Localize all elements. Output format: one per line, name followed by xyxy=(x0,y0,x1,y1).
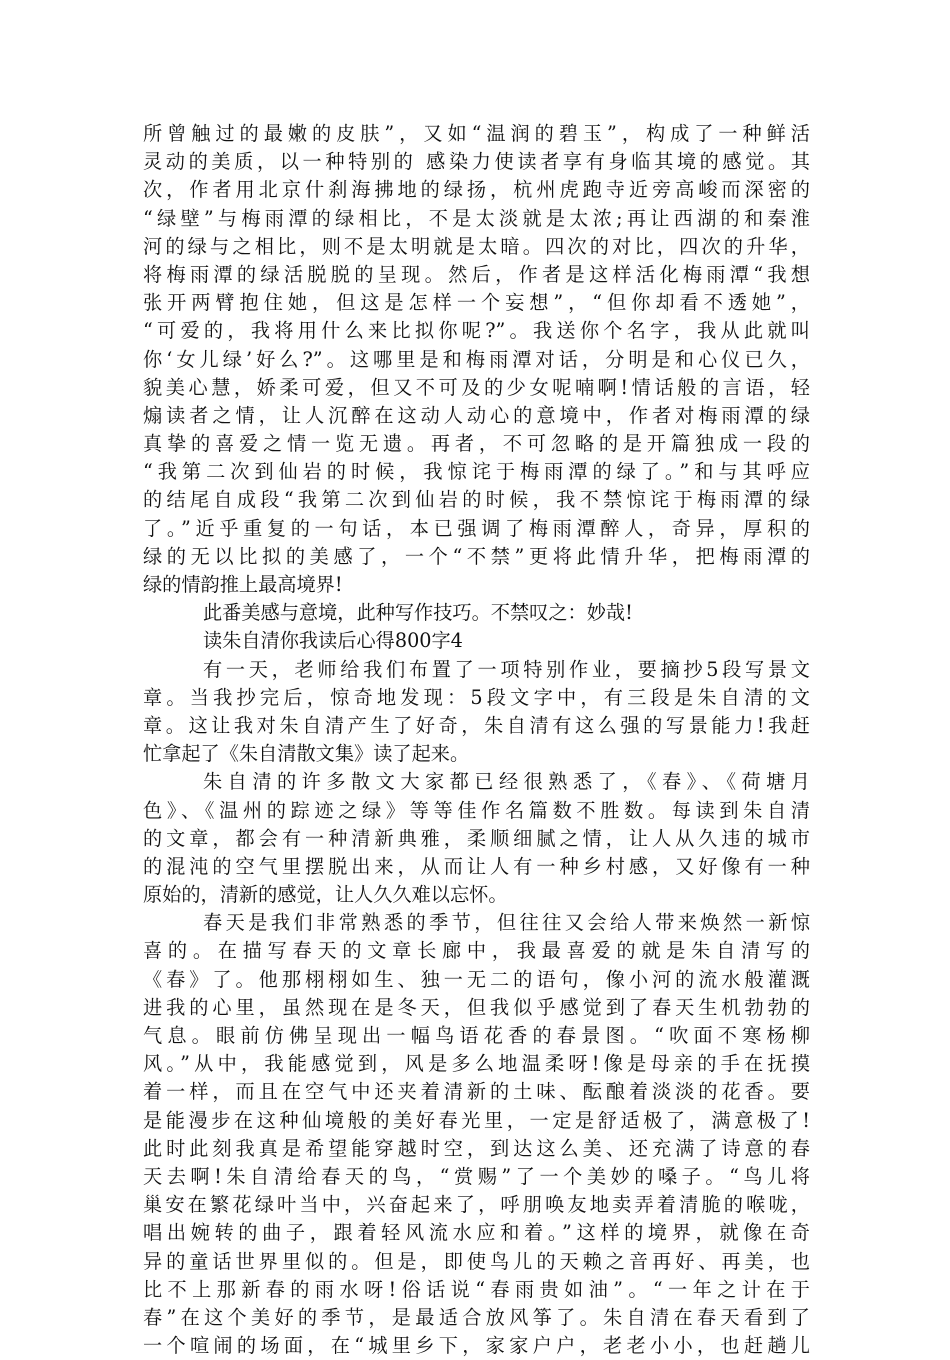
text-line: “绿壁”与梅雨潭的绿相比，不是太淡就是太浓;再让西湖的和秦淮 xyxy=(143,206,810,230)
document-page xyxy=(143,120,810,1360)
paragraph-line: 春天是我们非常熟悉的季节，但往往又会给人带来焕然一新惊 xyxy=(203,911,810,935)
text-line: 异的童话世界里似的。但是，即使鸟儿的天赖之音再好、再美，也 xyxy=(143,1249,810,1273)
paragraph-line: 此番美感与意境，此种写作技巧。不禁叹之：妙哉! xyxy=(203,601,633,625)
text-line: 张开两臂抱住她，但这是怎样一个妄想”，“但你却看不透她”， xyxy=(143,291,810,315)
text-line: 《春》了。他那栩栩如生、独一无二的语句，像小河的流水般灌溉 xyxy=(143,967,810,991)
text-line: 巢安在繁花绿叶当中，兴奋起来了，呼朋唤友地卖弄着清脆的喉咙， xyxy=(143,1193,810,1217)
text-line: “可爱的，我将用什么来比拟你呢?”。我送你个名字，我从此就叫 xyxy=(143,319,810,343)
text-line: 河的绿与之相比，则不是太明就是太暗。四次的对比，四次的升华， xyxy=(143,234,810,258)
text-line: 一个喧闹的场面，在“城里乡下，家家户户，老老小小，也赶趟儿 xyxy=(143,1334,810,1358)
text-line: 的混沌的空气里摆脱出来，从而让人有一种乡村感，又好像有一种 xyxy=(143,854,810,878)
text-line: 着一样，而且在空气中还夹着清新的土味、酝酿着淡淡的花香。要 xyxy=(143,1080,810,1104)
text-line: 春”在这个美好的季节，是最适合放风筝了。朱自清在春天看到了 xyxy=(143,1305,810,1329)
text-line: 次，作者用北京什刹海拂地的绿扬，杭州虎跑寺近旁高峻而深密的 xyxy=(143,178,810,202)
text-line: 是能漫步在这种仙境般的美好春光里，一定是舒适极了，满意极了! xyxy=(143,1108,810,1132)
text-line: 唱出婉转的曲子，跟着轻风流水应和着。”这样的境界，就像在奇 xyxy=(143,1221,810,1245)
text-line: “我第二次到仙岩的时候，我惊诧于梅雨潭的绿了。”和与其呼应 xyxy=(143,460,810,484)
text-line: 貌美心慧，娇柔可爱，但又不可及的少女呢喃啊!情话般的言语，轻 xyxy=(143,375,810,399)
paragraph-line: 有一天，老师给我们布置了一项特别作业，要摘抄5段写景文 xyxy=(203,657,810,681)
text-line: 真挚的喜爱之情一览无遗。再者，不可忽略的是开篇独成一段的 xyxy=(143,432,810,456)
text-line: 原始的，清新的感觉，让人久久难以忘怀。 xyxy=(143,883,508,907)
text-line: 了。”近乎重复的一句话，本已强调了梅雨潭醉人，奇异，厚积的 xyxy=(143,516,810,540)
text-line: 天去啊!朱自清给春天的鸟，“赏赐”了一个美妙的嗓子。“鸟儿将 xyxy=(143,1164,810,1188)
text-line: 比不上那新春的雨水呀!俗话说“春雨贵如油”。“一年之计在于 xyxy=(143,1277,810,1301)
text-line: 喜的。在描写春天的文章长廊中，我最喜爱的就是朱自清写的 xyxy=(143,939,810,963)
text-line: 绿的情韵推上最高境界! xyxy=(143,573,343,596)
text-line: 的文章，都会有一种清新典雅，柔顺细腻之情，让人从久违的城市 xyxy=(143,826,810,850)
text-line: 所曾触过的最嫩的皮肤”，又如“温润的碧玉”，构成了一种鲜活 xyxy=(143,122,810,145)
section-heading: 读朱自清你我读后心得800字4 xyxy=(203,629,463,653)
text-line: 绿的无以比拟的美感了，一个“不禁”更将此情升华，把梅雨潭的 xyxy=(143,544,810,568)
text-line: 气息。眼前仿佛呈现出一幅鸟语花香的春景图。“吹面不寒杨柳 xyxy=(143,1024,810,1047)
text-line: 此时此刻我真是希望能穿越时空，到达这么美、还充满了诗意的春 xyxy=(143,1136,810,1160)
text-line: 风。”从中，我能感觉到，风是多么地温柔呀!像是母亲的手在抚摸 xyxy=(143,1052,810,1076)
text-line: 将梅雨潭的绿活脱脱的呈现。然后，作者是这样活化梅雨潭“我想 xyxy=(143,262,810,286)
paragraph-line: 朱自清的许多散文大家都已经很熟悉了，《春》、《荷塘月 xyxy=(203,770,810,794)
text-line: 色》、《温州的踪迹之绿》等等佳作名篇数不胜数。每读到朱自清 xyxy=(143,798,810,822)
text-line: 的结尾自成段“我第二次到仙岩的时候，我不禁惊诧于梅雨潭的绿 xyxy=(143,488,810,512)
text-line: 煽读者之情，让人沉醉在这动人动心的意境中，作者对梅雨潭的绿 xyxy=(143,403,810,427)
text-line: 忙拿起了《朱自清散文集》读了起来。 xyxy=(143,742,470,766)
text-line: 章。当我抄完后，惊奇地发现：5段文字中，有三段是朱自清的文 xyxy=(143,685,810,709)
text-line: 你‘女儿绿’好么?”。这哪里是和梅雨潭对话，分明是和心仪已久， xyxy=(143,347,810,371)
text-line: 进我的心里，虽然现在是冬天，但我似乎感觉到了春天生机勃勃的 xyxy=(143,995,810,1019)
text-line: 灵动的美质，以一种特别的 感染力使读者享有身临其境的感觉。其 xyxy=(143,150,810,174)
text-line: 章。这让我对朱自清产生了好奇，朱自清有这么强的写景能力!我赶 xyxy=(143,713,810,737)
